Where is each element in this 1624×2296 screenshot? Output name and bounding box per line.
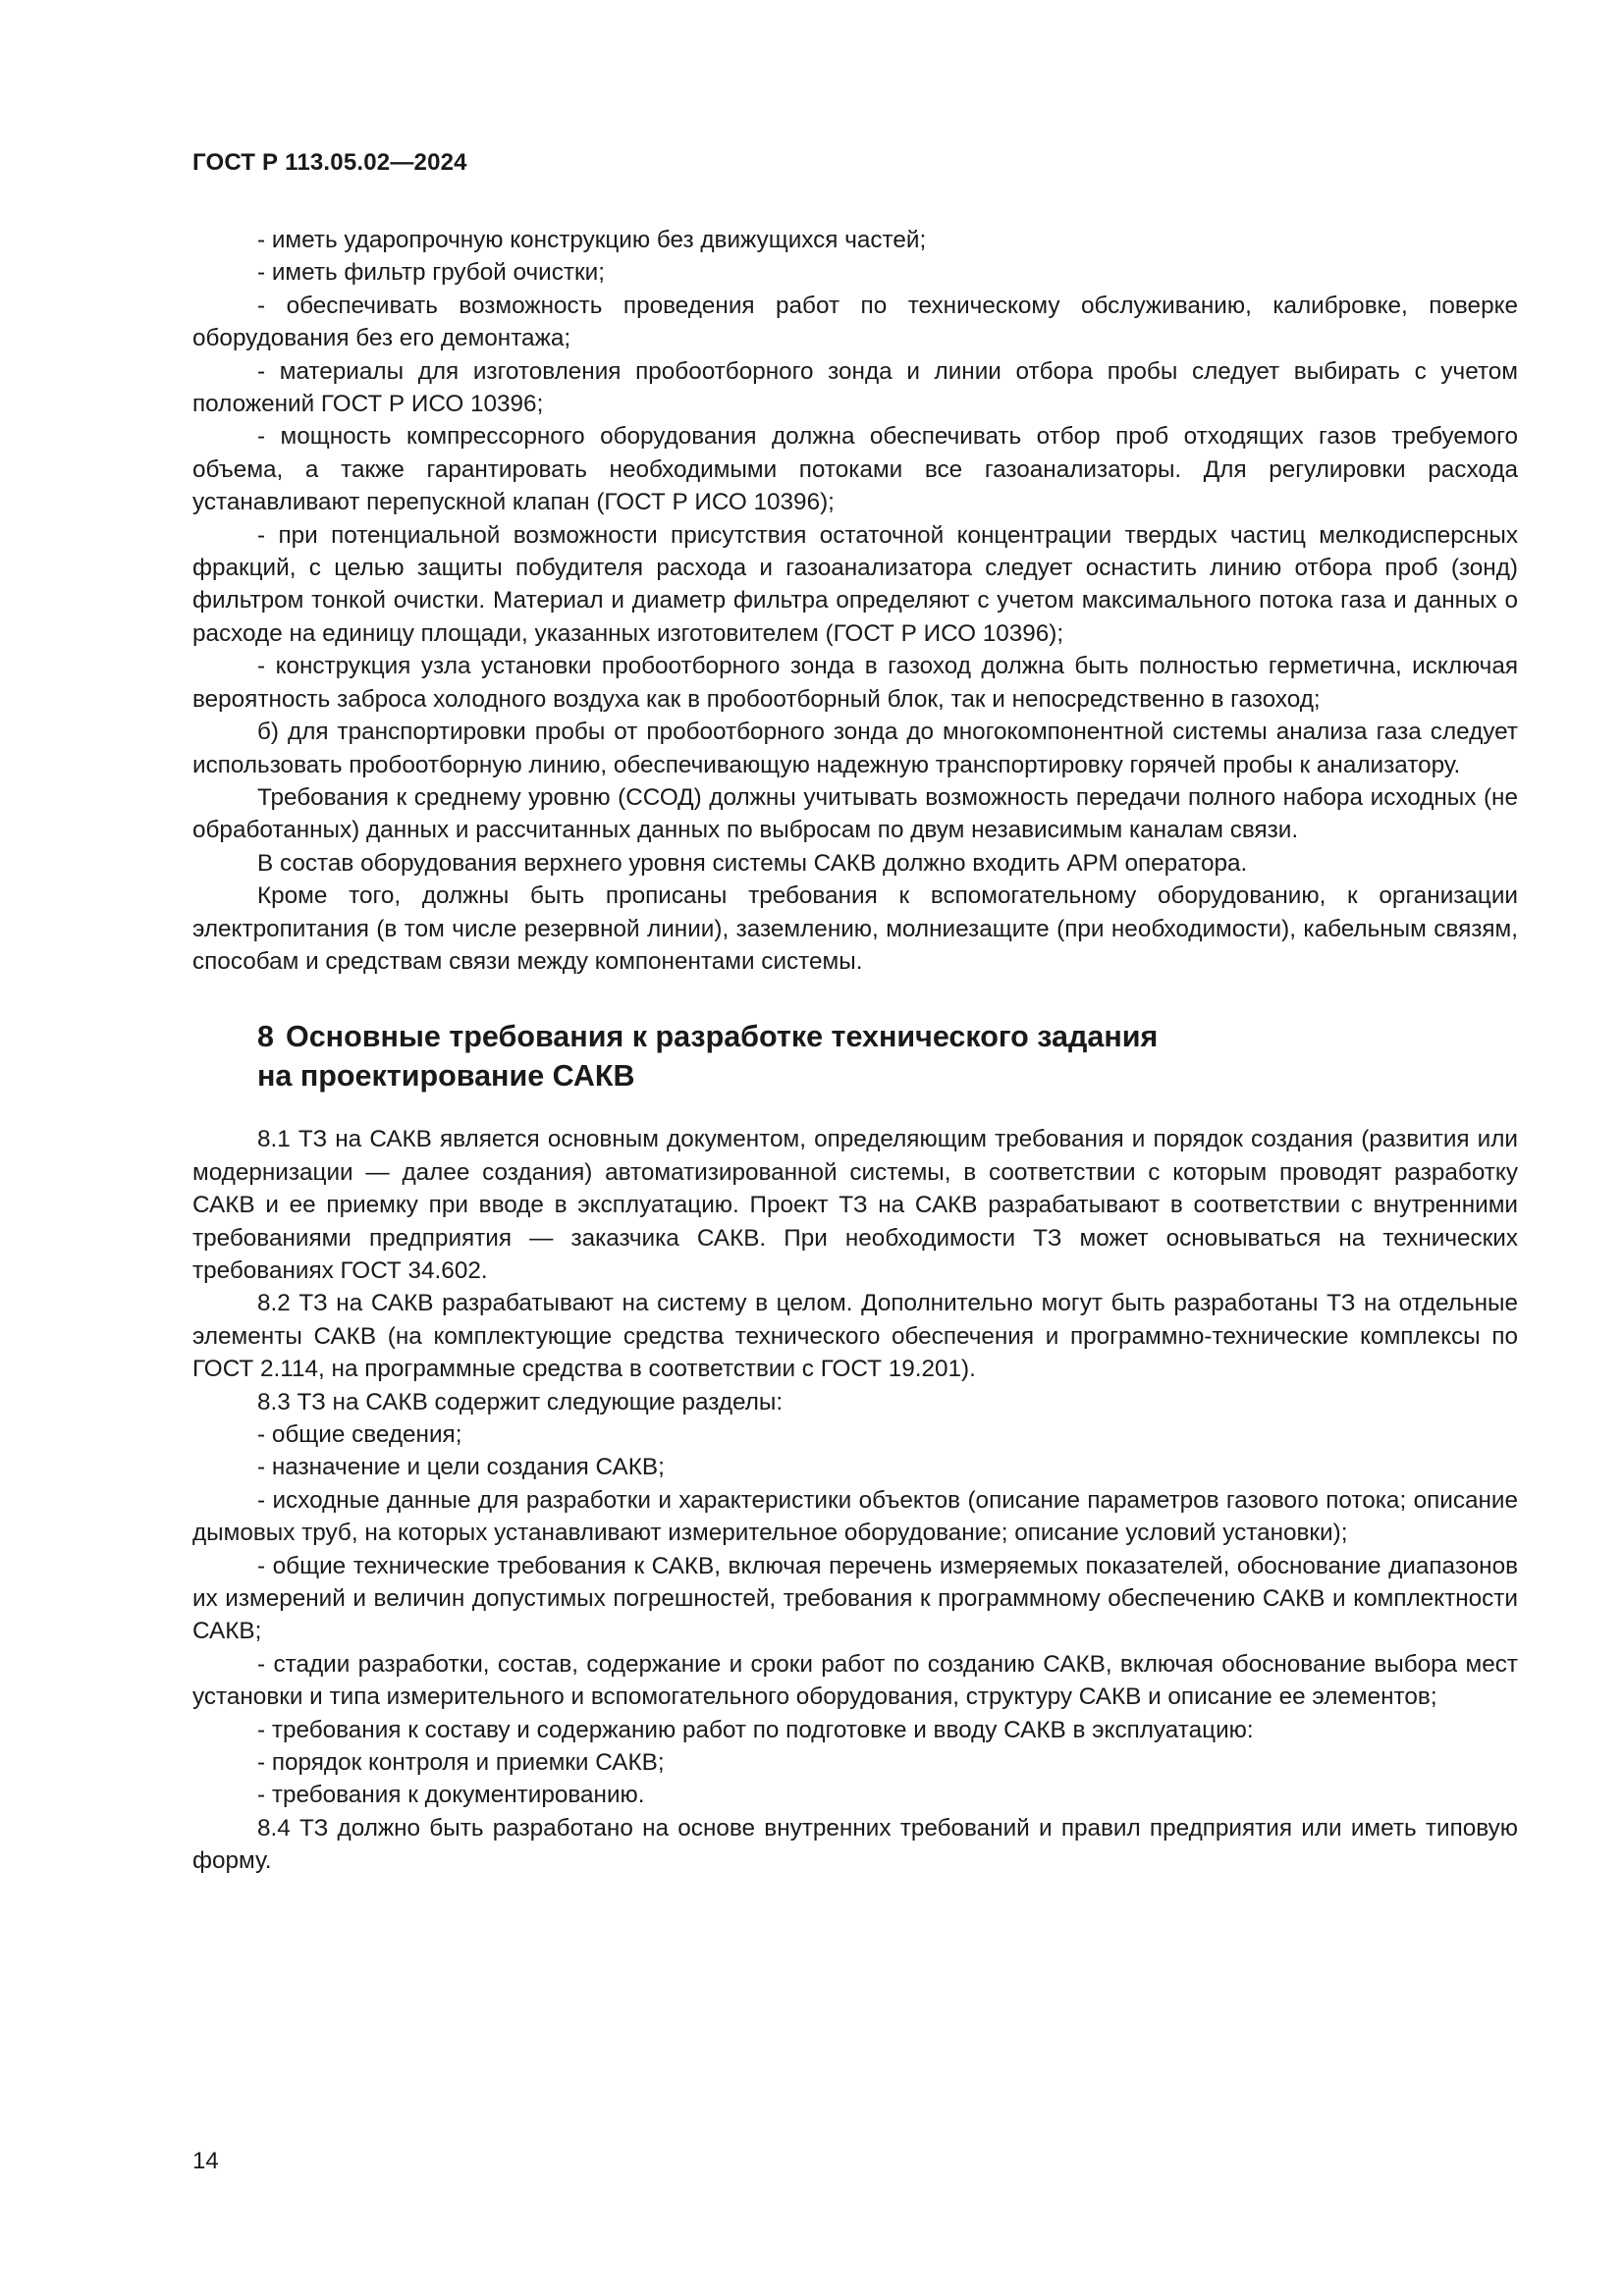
section-number: 8 — [257, 1020, 274, 1054]
paragraph: - иметь фильтр грубой очистки; — [257, 259, 605, 287]
paragraph: б) для транспортировки пробы от пробоотборного зонда до многокомпонентной системы анализа газа следует использовать пробоотборную линию, обеспечивающую надежную транспортировку горячей пробы к анализатору. — [192, 719, 1518, 778]
paragraph: - материалы для изготовления пробоотборного зонда и линии отбора пробы следует выбирать с учетом положений ГОСТ Р ИСО 10396; — [192, 357, 1518, 418]
list-item: - требования к составу и содержанию работ по подготовке и вводу САКВ в эксплуатацию: — [257, 1716, 1254, 1743]
paragraph: 8.1 ТЗ на САКВ является основным документом, определяющим требования и порядок создания (развития или модернизации — далее создания) автоматизированной системы, в соответствии с которым проводят разработку САКВ и ее приемку при вводе в эксплуатацию. Проект ТЗ на САКВ разрабатывают в соответствии с внутренними требованиями предприятия — заказчика САКВ. При необходимости ТЗ может основываться на технических требованиях ГОСТ 34.602. — [192, 1126, 1518, 1284]
paragraph: - при потенциальной возможности присутствия остаточной концентрации твердых частиц мелкодисперсных фракций, с целью защиты побудителя расхода и газоанализатора следует оснастить линию отбора проб (зонд) фильтром тонкой очистки. Материал и диаметр фильтра определяют с учетом максимального потока газа и данных о расходе на единицу площади, указанных изготовителем (ГОСТ Р ИСО 10396); — [192, 521, 1518, 647]
section-title-text-1: Основные требования к разработке технического задания — [285, 1020, 1159, 1054]
document-code-header: ГОСТ Р 113.05.02—2024 — [192, 149, 467, 176]
section-heading-line-2: на проектирование САКВ — [257, 1059, 635, 1094]
list-item: - общие технические требования к САКВ, включая перечень измеряемых показателей, обоснование диапазонов их измерений и величин допустимых погрешностей, требования к программному обеспечению САКВ и комплектности САКВ; — [192, 1552, 1518, 1645]
list-item: - требования к документированию. — [257, 1782, 645, 1809]
paragraph: В состав оборудования верхнего уровня системы САКВ должно входить АРМ оператора. — [257, 849, 1248, 877]
list-item: - стадии разработки, состав, содержание и сроки работ по созданию САКВ, включая обоснование выбора мест установки и типа измерительного и вспомогательного оборудования, структуру САКВ и описание ее элементов; — [192, 1650, 1518, 1711]
paragraph: Кроме того, должны быть прописаны требования к вспомогательному оборудованию, к организации электропитания (в том числе резервной линии), заземлению, молниезащите (при необходимости), кабельным связям, способам и средствам связи между компонентами системы. — [192, 882, 1518, 975]
list-item: - исходные данные для разработки и характеристики объектов (описание параметров газового потока; описание дымовых труб, на которых устанавливают измерительное оборудование; описание условий установки); — [192, 1486, 1518, 1547]
paragraph: - конструкция узла установки пробоотборного зонда в газоход должна быть полностью герметична, исключая вероятность заброса холодного воздуха как в пробоотборный блок, так и непосредственно в газоход; — [192, 653, 1518, 713]
list-item: - общие сведения; — [257, 1421, 462, 1448]
paragraph: - мощность компрессорного оборудования должна обеспечивать отбор проб отходящих газов требуемого объема, а также гарантировать необходимыми потоками все газоанализаторы. Для регулировки расхода устанавливают перепускной клапан (ГОСТ Р ИСО 10396); — [192, 423, 1518, 516]
paragraph: - иметь ударопрочную конструкцию без движущихся частей; — [257, 227, 927, 253]
list-item: - назначение и цели создания САКВ; — [257, 1454, 665, 1481]
page-number: 14 — [192, 2148, 219, 2174]
paragraph: Требования к среднему уровню (ССОД) должны учитывать возможность передачи полного набора исходных (не обработанных) данных и рассчитанных данных по выбросам по двум независимым каналам связи. — [192, 783, 1518, 844]
section-heading — [257, 1017, 1518, 1095]
list-item: - порядок контроля и приемки САКВ; — [257, 1749, 665, 1777]
paragraph: - обеспечивать возможность проведения работ по техническому обслуживанию, калибровке, поверке оборудования без его демонтажа; — [192, 292, 1518, 352]
paragraph: 8.3 ТЗ на САКВ содержит следующие разделы: — [257, 1388, 784, 1415]
paragraph: 8.2 ТЗ на САКВ разрабатывают на систему в целом. Дополнительно могут быть разработаны ТЗ на отдельные элементы САКВ (на комплектующие средства технического обеспечения и программно-технические комплексы по ГОСТ 2.114, на программные средства в соответствии с ГОСТ 19.201). — [192, 1290, 1518, 1383]
section-heading-line-1 — [257, 1017, 1518, 1056]
paragraph: 8.4 ТЗ должно быть разработано на основе внутренних требований и правил предприятия или иметь типовую форму. — [192, 1814, 1518, 1875]
page-content — [192, 224, 1518, 1878]
